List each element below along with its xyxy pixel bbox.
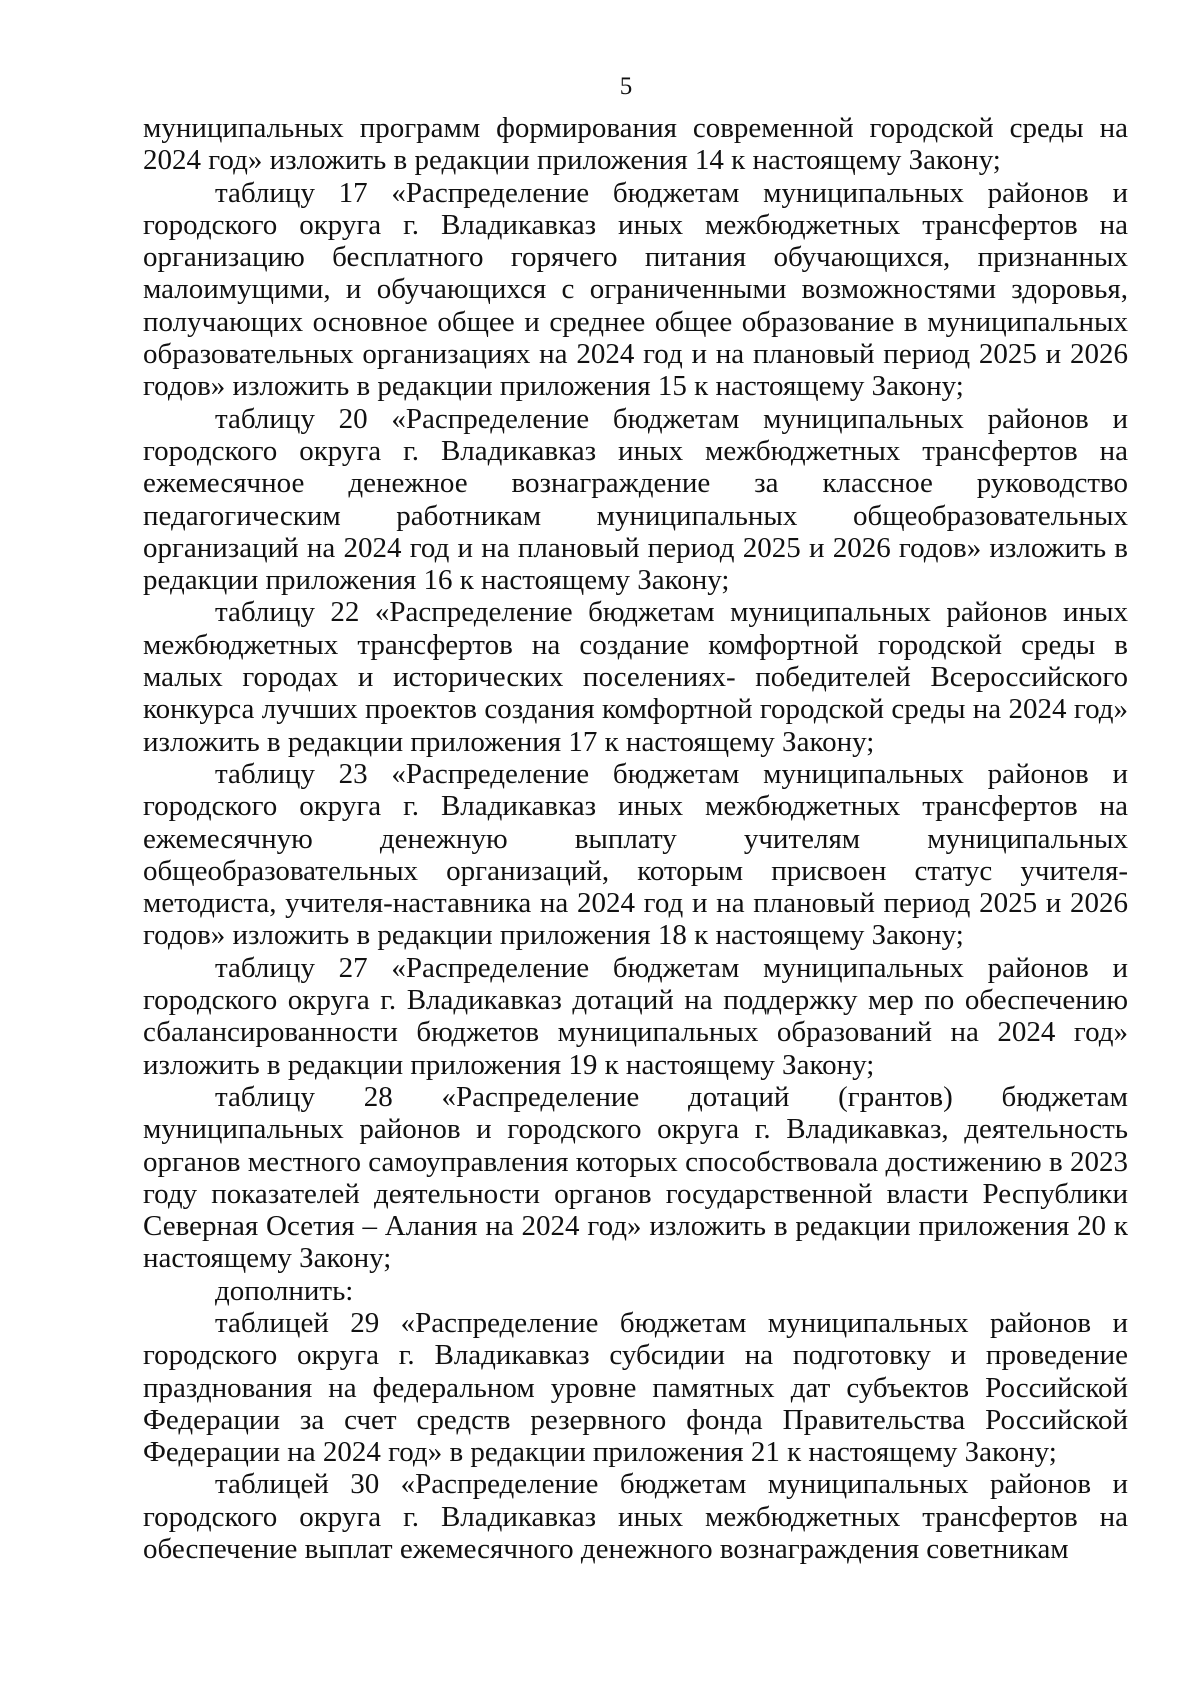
paragraph-table-22: таблицу 22 «Распределение бюджетам муниципальных районов иных межбюджетных трансфертов на создание комфортной городской среды в малых городах и исторических поселениях- победителей Всероссийского конкурса лучших проектов создания комфортной городской среды на 2024 год» изложить в редакции приложения 17 к настоящему Закону;	[143, 596, 1128, 758]
paragraph-table-23: таблицу 23 «Распределение бюджетам муниципальных районов и городского округа г. Владикавказ иных межбюджетных трансфертов на ежемесячную денежную выплату учителям муниципальных общеобразовательных организаций, которым присвоен статус учителя-методиста, учителя-наставника на 2024 год и на плановый период 2025 и 2026 годов» изложить в редакции приложения 18 к настоящему Закону;	[143, 757, 1128, 952]
paragraph-table-28: таблицу 28 «Распределение дотаций (грантов) бюджетам муниципальных районов и городского округа г. Владикавказ, деятельность органов местного самоуправления которых способствовала достижению в 2023 году показателей деятельности органов государственной власти Республики Северная Осетия – Алания на 2024 год» изложить в редакции приложения 20 к настоящему Закону;	[143, 1080, 1128, 1275]
paragraph-table-17: таблицу 17 «Распределение бюджетам муниципальных районов и городского округа г. Владикавказ иных межбюджетных трансфертов на организацию бесплатного горячего питания обучающихся, признанных малоимущими, и обучающихся с ограниченными возможностями здоровья, получающих основное общее и среднее общее образование в муниципальных образовательных организациях на 2024 год и на плановый период 2025 и 2026 годов» изложить в редакции приложения 15 к настоящему Закону;	[143, 176, 1128, 403]
paragraph-continuation: муниципальных программ формирования современной городской среды на 2024 год» изложить в редакции приложения 14 к настоящему Закону;	[143, 112, 1128, 177]
document-body	[143, 112, 1128, 1565]
paragraph-table-30: таблицей 30 «Распределение бюджетам муниципальных районов и городского округа г. Владикавказ иных межбюджетных трансфертов на обеспечение выплат ежемесячного денежного вознаграждения советникам	[143, 1468, 1128, 1566]
paragraph-table-27: таблицу 27 «Распределение бюджетам муниципальных районов и городского округа г. Владикавказ дотаций на поддержку мер по обеспечению сбалансированности бюджетов муниципальных образований на 2024 год» изложить в редакции приложения 19 к настоящему Закону;	[143, 951, 1128, 1081]
paragraph-supplement: дополнить:	[215, 1274, 354, 1307]
paragraph-table-29: таблицей 29 «Распределение бюджетам муниципальных районов и городского округа г. Владикавказ субсидии на подготовку и проведение празднования на федеральном уровне памятных дат субъектов Российской Федерации за счет средств резервного фонда Правительства Российской Федерации на 2024 год» в редакции приложения 21 к настоящему Закону;	[143, 1306, 1128, 1469]
page-number: 5	[619, 73, 633, 100]
paragraph-table-20: таблицу 20 «Распределение бюджетам муниципальных районов и городского округа г. Владикавказ иных межбюджетных трансфертов на ежемесячное денежное вознаграждение за классное руководство педагогическим работникам муниципальных общеобразовательных организаций на 2024 год и на плановый период 2025 и 2026 годов» изложить в редакции приложения 16 к настоящему Закону;	[143, 402, 1128, 597]
